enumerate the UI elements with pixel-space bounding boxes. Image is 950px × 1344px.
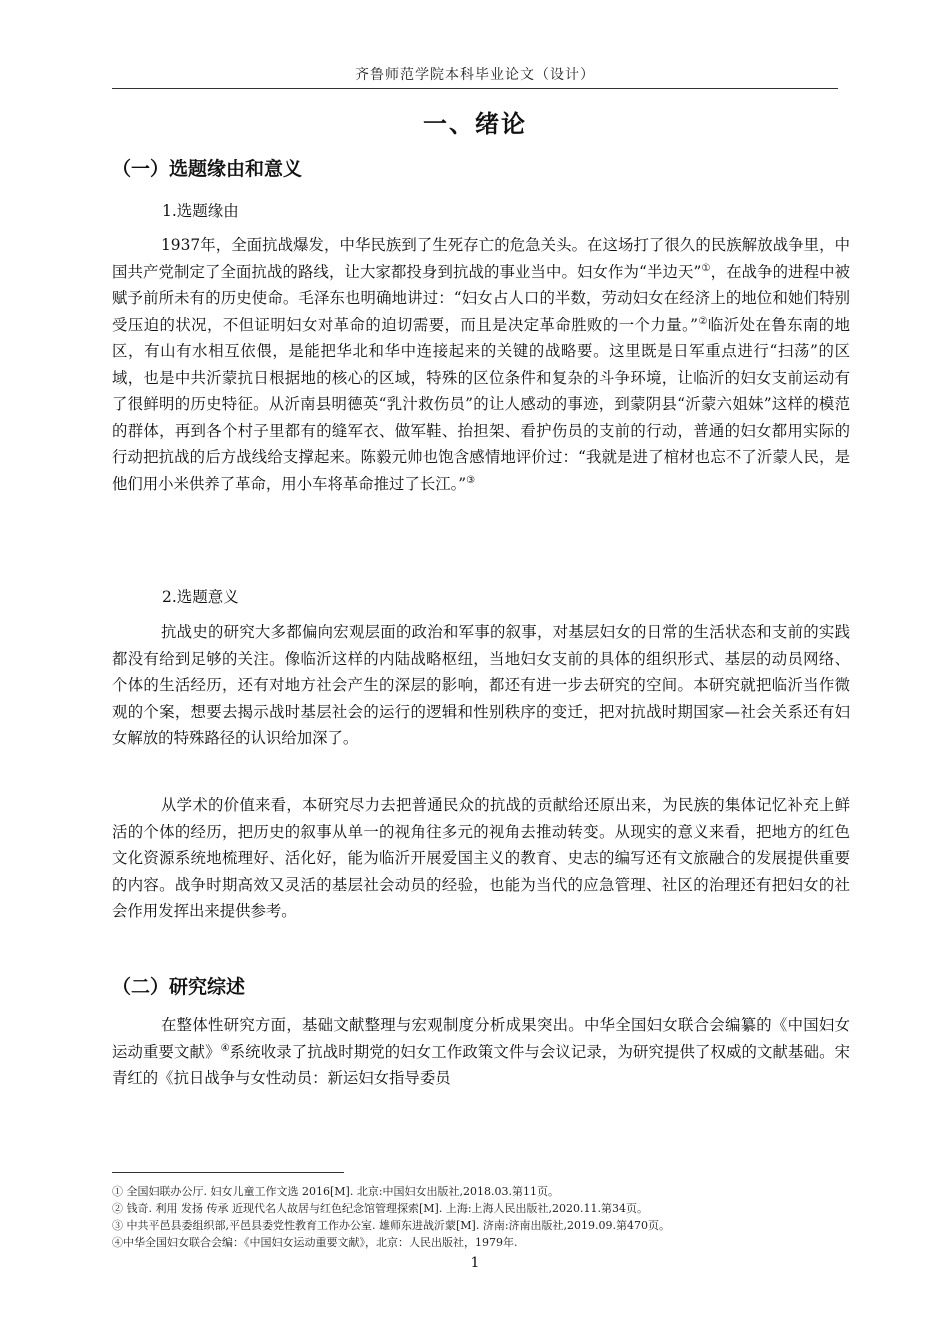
- footnote-ref-3[interactable]: ③: [466, 474, 476, 486]
- footnote-1: ① 全国妇联办公厅. 妇女儿童工作文选 2016[M]. 北京:中国妇女出版社,2018.03.第11页。: [112, 1185, 560, 1198]
- paragraph-text: ，在战争的进程中被赋予前所未有的历史使命。毛泽东也明确地讲过：“妇女占人口的半数，劳动妇女在经济上的地位和她们特别受压迫的状况，不但证明妇女对革命的迫切需要，而且是决定革命胜败的一个力量。”: [112, 262, 850, 334]
- paragraph-text: 1937年，全面抗战爆发，中华民族到了生死存亡的危急关头。在这场打了很久的民族解放战争里，中国共产党制定了全面抗战的路线，让大家都投身到抗战的事业当中。妇女作为“半边天”: [112, 236, 850, 281]
- header-rule: [112, 88, 838, 89]
- paragraph-topic-reason: [112, 232, 850, 497]
- subheading-2: 2.选题意义: [162, 588, 239, 606]
- footnote-4: ④中华全国妇女联合会编：《中国妇女运动重要文献》，北京：人民出版社，1979年.: [112, 1236, 518, 1249]
- chapter-title: 一、绪论: [423, 110, 527, 138]
- footnote-ref-1[interactable]: ①: [701, 262, 711, 274]
- footnote-3: ③ 中共平邑县委组织部,平邑县委党性教育工作办公室. 雄师东进战沂蒙[M]. 济南:济南出版社,2019.09.第470页。: [112, 1219, 671, 1232]
- paragraph-significance-1: 抗战史的研究大多都偏向宏观层面的政治和军事的叙事，对基层妇女的日常的生活状态和支前的实践都没有给到足够的关注。像临沂这样的内陆战略枢纽，当地妇女支前的具体的组织形式、基层的动员网络、个体的生活经历，还有对地方社会产生的深层的影响，都还有进一步去研究的空间。本研究就把临沂当作微观的个案，想要去揭示战时基层社会的运行的逻辑和性别秩序的变迁，把对抗战时期国家—社会关系还有妇女解放的特殊路径的认识给加深了。: [112, 623, 850, 747]
- page-number: 1: [470, 1255, 480, 1271]
- section-heading-1: （一）选题缘由和意义: [112, 158, 303, 180]
- footnotes: [112, 1183, 850, 1251]
- footnote-ref-4[interactable]: ④: [220, 1042, 230, 1054]
- paragraph-literature-review: [112, 1012, 850, 1092]
- running-header: 齐鲁师范学院本科毕业论文（设计）: [355, 67, 595, 83]
- paragraph-text: 系统收录了抗战时期党的妇女工作政策文件与会议记录，为研究提供了权威的文献基础。宋青红的《抗日战争与女性动员：新运妇女指导委员: [112, 1042, 850, 1087]
- footnote-rule: [112, 1172, 344, 1173]
- section-heading-2: （二）研究综述: [112, 976, 246, 998]
- footnote-ref-2[interactable]: ②: [698, 315, 708, 327]
- subheading-1: 1.选题缘由: [162, 202, 239, 220]
- paragraph-text: 临沂处在鲁东南的地区，有山有水相互依偎，是能把华北和华中连接起来的关键的战略要。这里既是日军重点进行“扫荡”的区域，也是中共沂蒙抗日根据地的核心的区域，特殊的区位条件和复杂的斗争环境，让临沂的妇女支前运动有了很鲜明的历史特征。从沂南县明德英“乳汁救伤员”的让人感动的事迹，到蒙阴县“沂蒙六姐妹”这样的模范的群体，再到各个村子里都有的缝军衣、做军鞋、抬担架、看护伤员的支前的行动，普通的妇女都用实际的行动把抗战的后方战线给支撑起来。陈毅元帅也饱含感情地评价过：“我就是进了棺材也忘不了沂蒙人民，是他们用小米供养了革命，用小车将革命推过了长江。”: [112, 315, 850, 493]
- paragraph-significance-2: 从学术的价值来看，本研究尽力去把普通民众的抗战的贡献给还原出来，为民族的集体记忆补充上鲜活的个体的经历，把历史的叙事从单一的视角往多元的视角去推动转变。从现实的意义来看，把地方的红色文化资源系统地梳理好、活化好，能为临沂开展爱国主义的教育、史志的编写还有文旅融合的发展提供重要的内容。战争时期高效又灵活的基层社会动员的经验，也能为当代的应急管理、社区的治理还有把妇女的社会作用发挥出来提供参考。: [112, 796, 850, 920]
- paragraph-text: 在整体性研究方面，基础文献整理与宏观制度分析成果突出。中华全国妇女联合会编纂的《中国妇女运动重要文献》: [112, 1016, 850, 1061]
- footnote-2: ② 钱奇. 利用 发扬 传承 近现代名人故居与红色纪念馆管理探索[M]. 上海:上海人民出版社,2020.11.第34页。: [112, 1202, 648, 1215]
